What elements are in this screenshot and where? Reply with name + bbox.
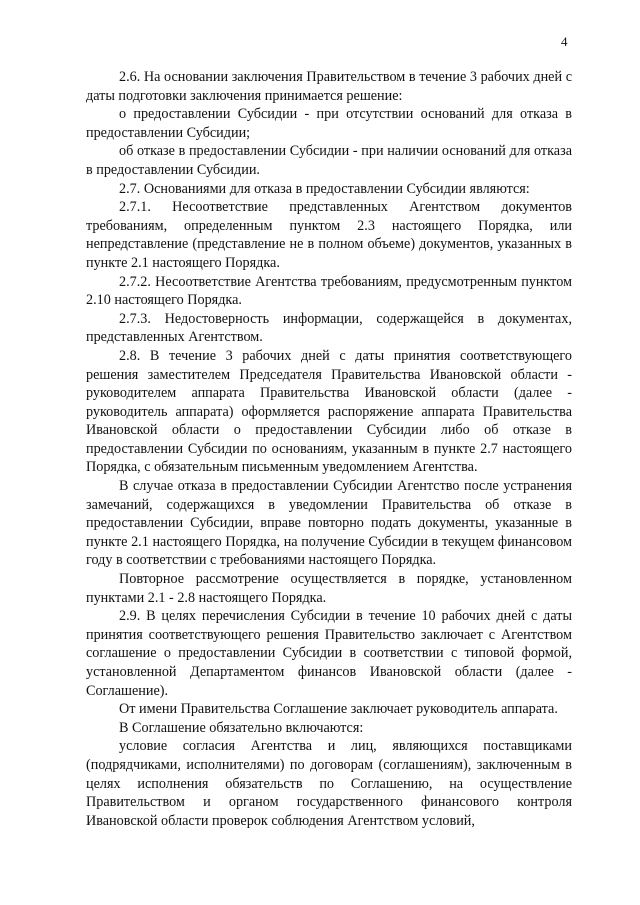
paragraph-2-9: 2.9. В целях перечисления Субсидии в течение 10 рабочих дней с даты принятия соответствующего решения Правительство заключает с Агентством соглашение о предоставлении Субсидии в соответствии с типовой формой, установленной Департаментом финансов Ивановской области (далее - Соглашение). bbox=[86, 608, 572, 699]
paragraph-decision-refuse: об отказе в предоставлении Субсидии - при наличии оснований для отказа в предоставлении Субсидии. bbox=[86, 143, 572, 178]
paragraph-consent-condition: условие согласия Агентства и лиц, являющихся поставщиками (подрядчиками, исполнителями) по договорам (соглашениям), заключенным в целях исполнения обязательств по Соглашению, на осуществление Правительством и органом государственного финансового контроля Ивановской области проверок соблюдения Агентством условий, bbox=[86, 738, 572, 829]
paragraph-2-7-2: 2.7.2. Несоответствие Агентства требованиям, предусмотренным пунктом 2.10 настоящего Порядка. bbox=[86, 273, 572, 309]
paragraph-2-7-1: 2.7.1. Несоответствие представленных Агентством документов требованиям, определенным пунктом 2.3 настоящего Порядка, или непредставление (представление не в полном объеме) документов, указанных в пункте 2.1 настоящего Порядка. bbox=[86, 199, 572, 271]
paragraph-2-6: 2.6. На основании заключения Правительством в течение 3 рабочих дней с даты подготовки заключения принимается решение: bbox=[86, 69, 572, 104]
page-number: 4 bbox=[561, 34, 568, 49]
paragraph-repeat-review: Повторное рассмотрение осуществляется в порядке, установленном пунктами 2.1 - 2.8 настоящего Порядка. bbox=[86, 571, 572, 606]
paragraph-signatory: От имени Правительства Соглашение заключает руководитель аппарата. bbox=[119, 701, 558, 718]
paragraph-agreement-includes: В Соглашение обязательно включаются: bbox=[119, 719, 364, 736]
paragraph-2-8: 2.8. В течение 3 рабочих дней с даты принятия соответствующего решения заместителем Председателя Правительства Ивановской области - руководителем аппарата Правительства Ивановской области (далее - руководитель аппарата) оформляется распоряжение аппарата Правительства Ивановской области о предоставлении Субсидии либо об отказе в предоставлении Субсидии по основаниям, указанным в пункте 2.7 настоящего Порядка, с обязательным письменным уведомлением Агентства. bbox=[86, 347, 572, 476]
paragraph-decision-grant: о предоставлении Субсидии - при отсутствии оснований для отказа в предоставлении Субсидии; bbox=[86, 106, 572, 141]
paragraph-2-7-3: 2.7.3. Недостоверность информации, содержащейся в документах, представленных Агентством. bbox=[86, 310, 572, 346]
paragraph-refusal-case: В случае отказа в предоставлении Субсидии Агентство после устранения замечаний, содержащихся в уведомлении Правительства об отказе в предоставлении Субсидии, вправе повторно подать документы, указанные в пункте 2.1 настоящего Порядка, на получение Субсидии в текущем финансовом году в соответствии с требованиями настоящего Порядка. bbox=[86, 478, 572, 569]
document-body bbox=[86, 68, 572, 830]
paragraph-2-7: 2.7. Основаниями для отказа в предоставлении Субсидии являются: bbox=[119, 180, 530, 197]
